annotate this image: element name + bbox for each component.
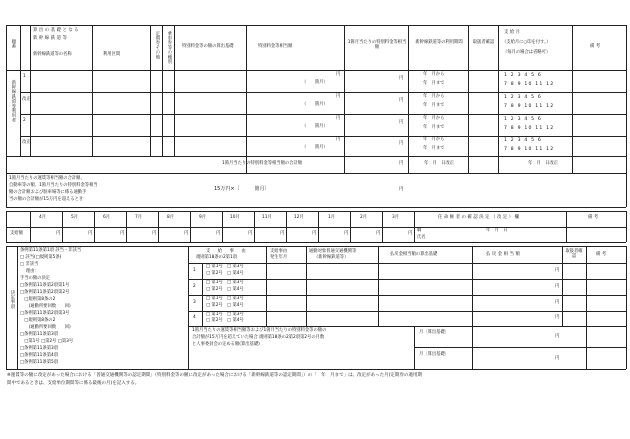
rule bbox=[472, 246, 473, 369]
total-date-2: 年 月 日改正 bbox=[528, 161, 559, 166]
row-yen: 円 bbox=[336, 116, 341, 121]
row-months-a: 1 2 3 4 5 6 bbox=[504, 138, 543, 143]
month-yen: 円 bbox=[152, 231, 157, 236]
decision-note: 合計額が15万円を超えていた場合 規則第18条の2第2項第2号の月数 bbox=[192, 335, 325, 340]
rule bbox=[17, 246, 18, 369]
row-months-a: 1 2 3 4 5 6 bbox=[504, 73, 543, 78]
month-yen: 円 bbox=[312, 231, 317, 236]
rule bbox=[408, 25, 409, 173]
shinkansen-user-label: 新幹線鉄道等利用者 bbox=[10, 80, 16, 123]
month-label: 6月 bbox=[103, 215, 111, 220]
row-seq: 改正 bbox=[22, 97, 31, 102]
rule bbox=[92, 25, 93, 156]
clause: □ 非該当 bbox=[20, 262, 39, 267]
reason-checkbox: □ 第2号 □ 第4号 bbox=[206, 318, 244, 323]
station-name-header: 新幹線鉄道等の名称 bbox=[33, 52, 72, 57]
special-fee-amount-header: 特別料金等相当額 bbox=[258, 44, 293, 49]
month-yen: 円 bbox=[344, 231, 349, 236]
rule bbox=[62, 211, 63, 242]
row-yen: 円 bbox=[336, 94, 341, 99]
month-label: 5月 bbox=[71, 215, 79, 220]
month-label: 7月 bbox=[135, 215, 143, 220]
row-months-a: 1 2 3 4 5 6 bbox=[504, 117, 543, 122]
rule bbox=[6, 156, 626, 157]
rule bbox=[20, 136, 626, 137]
seq-header: 順番 bbox=[10, 39, 16, 49]
traffic-header: 通勤対象普通交通機関等 bbox=[309, 249, 357, 254]
rule bbox=[190, 211, 191, 242]
rule bbox=[350, 211, 351, 242]
appointer-confirm-label: 任命権者の確認決定（改定）欄 bbox=[438, 215, 521, 220]
month-label: 10月 bbox=[230, 215, 240, 220]
footnote: ※運賃等の額に改定があった場合における「普通交通機関等の認定期間」（特別料金等の額に改定があった場合における「新幹線鉄道等の認定期間」）の「 年 月まで」は、改定があった月(定期券の適用期 bbox=[7, 373, 422, 378]
rule bbox=[20, 114, 626, 115]
rule bbox=[6, 211, 626, 212]
row-months: （ 箇月） bbox=[302, 80, 328, 85]
rule bbox=[94, 211, 95, 242]
rule bbox=[254, 211, 255, 242]
row-months-b: 7 8 9 10 11 12 bbox=[504, 82, 555, 87]
excess-formula: 15万円×〔 箇月〕 bbox=[214, 186, 270, 192]
month-yen: 円 bbox=[408, 231, 413, 236]
clause: □ 該当(□規則第5条) bbox=[20, 255, 62, 260]
row-months-a: 1 2 3 4 5 6 bbox=[504, 95, 543, 100]
row-to: 年 月まで bbox=[423, 146, 445, 151]
clause: 条例第11条第1項 該当・非該当 bbox=[20, 248, 82, 253]
rule bbox=[6, 227, 626, 228]
refund-yen: 円 bbox=[555, 300, 560, 305]
rule bbox=[6, 25, 7, 173]
date-header: 支給事由 bbox=[270, 249, 288, 254]
clause: □条例第11条第2項第3号 bbox=[20, 311, 70, 316]
clause: 理由： bbox=[26, 269, 39, 274]
row-from: 年 月から bbox=[423, 72, 445, 77]
clause: □条例第11条第4項 bbox=[20, 353, 59, 358]
month-yen: 円 bbox=[88, 231, 93, 236]
rule bbox=[6, 25, 626, 26]
row-seq: 1 bbox=[23, 74, 26, 79]
rule bbox=[126, 211, 127, 242]
rule bbox=[150, 25, 151, 156]
row-from: 年 月から bbox=[423, 137, 445, 142]
rule bbox=[158, 211, 159, 242]
rule bbox=[188, 295, 626, 296]
refund-yen: 円 bbox=[555, 268, 560, 273]
rule bbox=[572, 25, 573, 173]
row-months: （ 箇月） bbox=[302, 124, 328, 129]
rule bbox=[188, 246, 189, 369]
confirm-date: 年 月 日 bbox=[486, 228, 508, 233]
rule bbox=[414, 211, 415, 242]
reason-checkbox: □ 第1号 □ 第3号 bbox=[206, 264, 244, 269]
row-from: 年 月から bbox=[423, 116, 445, 121]
excess-desc: 自動車等の額、1箇月当たりの特別料金等相当 bbox=[9, 183, 98, 188]
decision-note: 1箇月当たりの運賃等相当額等および1箇月当たりの特別料金等の額の bbox=[192, 328, 327, 333]
teiki-header: 定期券その他 bbox=[154, 31, 160, 60]
row-to: 年 月まで bbox=[423, 125, 445, 130]
clause: □条例第11条第2項第1号 bbox=[20, 283, 70, 288]
footnote: 間中であるときは、支給単位期間等に係る最後の月)を記入する。 bbox=[7, 381, 140, 386]
month-yen: 円 bbox=[280, 231, 285, 236]
excess-desc: 額の合計額および駐車場等に係る通勤手 bbox=[9, 190, 87, 195]
rule bbox=[6, 246, 7, 369]
rule bbox=[382, 211, 383, 242]
decision-label: 決定事項 bbox=[9, 290, 15, 309]
calc-yen: 円 bbox=[555, 334, 560, 339]
clause: □規則第8条の2 bbox=[20, 318, 56, 323]
rule bbox=[20, 25, 21, 156]
payment-remarks: 備考 bbox=[588, 215, 600, 220]
row-seq: 2 bbox=[23, 118, 26, 123]
decision-remarks-header: 備考 bbox=[596, 252, 608, 257]
rule bbox=[626, 173, 627, 207]
clause: □規則第8条の2 bbox=[20, 297, 56, 302]
monthly-special-header: 1箇月当たりの特別料金等相当額 bbox=[347, 40, 407, 50]
usage-section-header: 利用区間 bbox=[103, 52, 121, 57]
payment-note-b: （毎月の場合は省略可） bbox=[503, 50, 551, 55]
ticket-type-header: 乗車券等の種別 bbox=[166, 31, 172, 64]
payment-amount-label: 支給額 bbox=[10, 231, 23, 236]
total-yen: 円 bbox=[399, 161, 404, 166]
rule bbox=[414, 347, 626, 348]
rule bbox=[188, 263, 626, 264]
rule bbox=[586, 246, 587, 369]
clause: □条例第11条第3項 bbox=[20, 346, 59, 351]
reason-header-b: 規則第18条の2第1項 bbox=[196, 255, 238, 260]
row-monthly-yen: 円 bbox=[399, 98, 404, 103]
decision-confirm-header: 取扱者確認 bbox=[565, 249, 583, 259]
reason-checkbox: □ 第2号 □ 第4号 bbox=[206, 303, 244, 308]
calc-title-b: 新幹線鉄道等 bbox=[33, 36, 69, 41]
refund-yen: 円 bbox=[555, 284, 560, 289]
reason-number: 4 bbox=[193, 315, 196, 320]
row-seq: 改正 bbox=[22, 140, 31, 145]
reason-checkbox: □ 第1号 □ 第3号 bbox=[206, 280, 244, 285]
rule bbox=[468, 25, 469, 173]
row-months: （ 箇月） bbox=[302, 102, 328, 107]
reason-number: 3 bbox=[193, 300, 196, 305]
commute-allowance-form bbox=[6, 25, 626, 411]
row-yen: 円 bbox=[336, 137, 341, 142]
rule bbox=[188, 311, 626, 312]
row-to: 年 月まで bbox=[423, 81, 445, 86]
official-label: 職 bbox=[417, 228, 422, 233]
month-label: 1月 bbox=[328, 215, 336, 220]
month-label: 4月 bbox=[39, 215, 47, 220]
rule bbox=[626, 25, 627, 173]
clause: □条例第11条第2項第2号 bbox=[20, 290, 70, 295]
rule bbox=[566, 211, 567, 242]
rule bbox=[6, 173, 7, 207]
row-monthly-yen: 円 bbox=[399, 141, 404, 146]
calc-title: 算出の基礎となる bbox=[33, 28, 81, 33]
special-fee-basis-header: 特別料金等の額の算出基礎 bbox=[182, 44, 234, 49]
excess-desc: 1箇月当たりの運賃等相当額の合計額、 bbox=[9, 176, 85, 181]
name-label: 氏名 bbox=[417, 235, 426, 240]
calc-basis: 月〔算出基礎〕 bbox=[419, 352, 450, 357]
rule bbox=[6, 369, 626, 370]
refund-yen: 円 bbox=[555, 315, 560, 320]
month-label: 2月 bbox=[360, 215, 368, 220]
total-date: 年 月 日改正 bbox=[424, 161, 455, 166]
rule bbox=[188, 279, 626, 280]
reason-number: 1 bbox=[193, 268, 196, 273]
row-from: 年 月から bbox=[423, 94, 445, 99]
rule bbox=[30, 211, 31, 242]
date-header-b: 発生年月 bbox=[270, 255, 288, 260]
rule bbox=[162, 25, 163, 156]
reason-checkbox: □ 第1号 □ 第3号 bbox=[206, 312, 244, 317]
rule bbox=[30, 25, 31, 156]
reason-checkbox: □ 第1号 □ 第3号 bbox=[206, 296, 244, 301]
traffic-header-b: （新幹線鉄道等） bbox=[314, 255, 349, 260]
rule bbox=[378, 246, 379, 326]
month-yen: 円 bbox=[216, 231, 221, 236]
clause: (通勤所要回数 回) bbox=[20, 325, 71, 330]
rule bbox=[626, 211, 627, 242]
row-months-b: 7 8 9 10 11 12 bbox=[504, 104, 555, 109]
remarks-header: 備考 bbox=[590, 44, 602, 49]
month-yen: 円 bbox=[184, 231, 189, 236]
rule bbox=[20, 92, 626, 93]
month-label: 3月 bbox=[392, 215, 400, 220]
clause: □条例第11条第5項 bbox=[20, 360, 59, 365]
rule bbox=[286, 211, 287, 242]
rule bbox=[6, 246, 626, 247]
reason-checkbox: □ 第2号 □ 第4号 bbox=[206, 271, 244, 276]
shinkansen-use-header: 新幹線鉄道等の利用期間 bbox=[415, 40, 463, 45]
excess-desc: 当の額の合計額が15万円を超えるとき bbox=[9, 197, 84, 202]
row-monthly-yen: 円 bbox=[399, 76, 404, 81]
rule bbox=[498, 25, 499, 173]
total-label: 1箇月当たりの特別料金等相当額の合計額 bbox=[222, 161, 303, 166]
rule bbox=[6, 211, 7, 242]
rule bbox=[222, 211, 223, 242]
calc-basis: 月〔算出基礎〕 bbox=[419, 330, 450, 335]
rule bbox=[6, 173, 626, 174]
clause: 手当の額の決定 bbox=[20, 276, 51, 281]
month-label: 12月 bbox=[294, 215, 304, 220]
row-months-b: 7 8 9 10 11 12 bbox=[504, 147, 555, 152]
refund-amount-header: 払戻金相当額 bbox=[486, 252, 522, 257]
month-yen: 円 bbox=[248, 231, 253, 236]
row-monthly-yen: 円 bbox=[399, 120, 404, 125]
month-label: 9月 bbox=[199, 215, 207, 220]
reason-header: 支 給 事 由 bbox=[206, 249, 248, 254]
excess-yen: 円 bbox=[399, 187, 404, 192]
payment-note-a: （支給月に○印を付す。） bbox=[502, 40, 551, 45]
rule bbox=[6, 207, 626, 208]
row-months-b: 7 8 9 10 11 12 bbox=[504, 126, 555, 131]
row-months: （ 箇月） bbox=[302, 145, 328, 150]
month-label: 8月 bbox=[167, 215, 175, 220]
rule bbox=[626, 246, 627, 369]
month-yen: 円 bbox=[376, 231, 381, 236]
rule bbox=[174, 25, 175, 156]
rule bbox=[306, 246, 307, 326]
row-yen: 円 bbox=[336, 72, 341, 77]
clause: □第1号 □第2号 □第3号 bbox=[20, 339, 74, 344]
row-to: 年 月まで bbox=[423, 103, 445, 108]
reason-checkbox: □ 第2号 □ 第4号 bbox=[206, 287, 244, 292]
clause: (通勤所要回数 回) bbox=[20, 304, 71, 309]
rule bbox=[318, 211, 319, 242]
month-yen: 円 bbox=[56, 231, 61, 236]
confirmation-header: 取扱者確認 bbox=[472, 40, 495, 45]
reason-number: 2 bbox=[193, 284, 196, 289]
rule bbox=[6, 242, 626, 243]
rule bbox=[562, 246, 563, 326]
calc-yen: 円 bbox=[555, 356, 560, 361]
month-label: 11月 bbox=[262, 215, 272, 220]
clause: □条例第11条第3項 bbox=[20, 332, 59, 337]
month-yen: 円 bbox=[120, 231, 125, 236]
rule bbox=[6, 70, 626, 71]
decision-note: と人事委員会の定める額(算出基礎) bbox=[192, 342, 260, 347]
rule bbox=[188, 326, 626, 327]
rule bbox=[344, 25, 345, 173]
rule bbox=[246, 25, 247, 173]
rule bbox=[266, 246, 267, 326]
basis-header: 払戻金相当額の算出基礎 bbox=[390, 252, 438, 257]
payment-month-header: 支給月 bbox=[504, 30, 522, 35]
